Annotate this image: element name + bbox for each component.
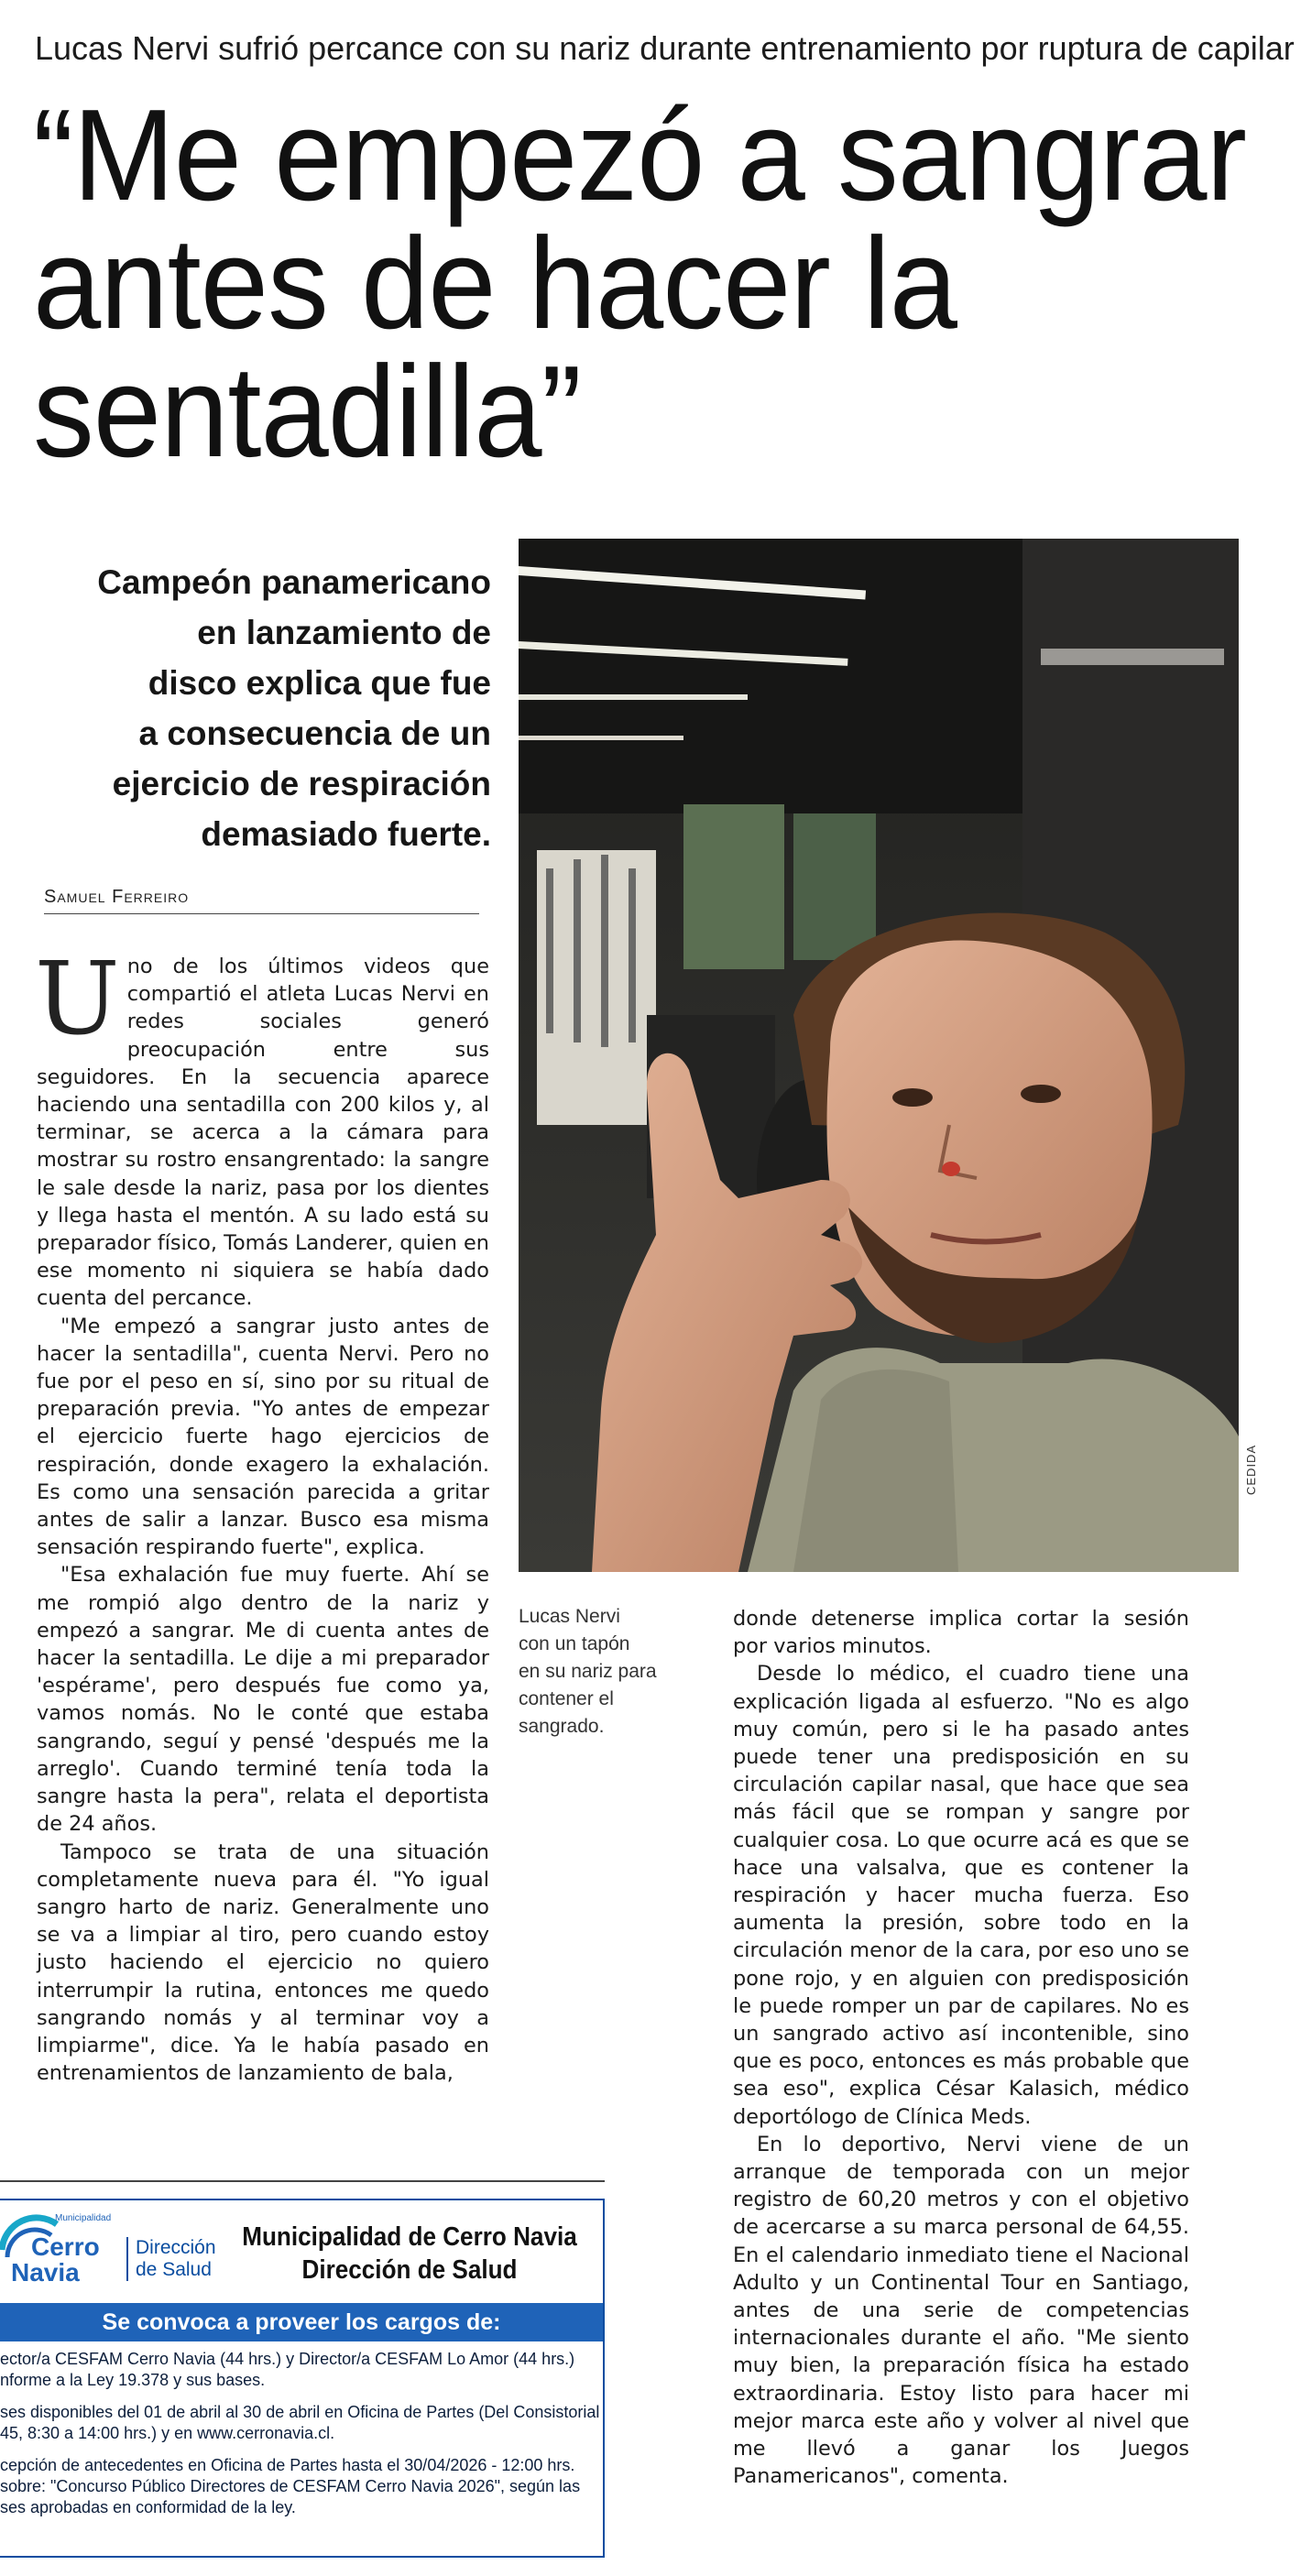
logo-navia-text: Navia: [11, 2258, 80, 2287]
article-photo: [519, 539, 1239, 1572]
body-paragraph: [35, 940, 489, 1313]
ad-title-line: Dirección de Salud: [301, 2255, 518, 2285]
body-column-right: [733, 1605, 1189, 2491]
article-deck: [37, 557, 491, 859]
paragraph-text: no de los últimos videos que compartió el atleta Lucas Nervi en redes sociales generó preocupación entre sus seguidores. En la secuencia aparece haciendo una sentadilla con 200 kilos y, al terminar, se acerca a la cámara para mostrar su rostro ensangrentado: la sangre le sale desde la nariz, pasa por los dientes y llega hasta el mentón. A su lado está su preparador físico, Tomás Landerer, quien en ese momento ni siquiera se había dado cuenta del percance.: [37, 955, 489, 1311]
ad-detail-line: ses aprobadas en conformidad de la ley.: [0, 2498, 296, 2516]
body-paragraph: "Esa exhalación fue muy fuerte. Ahí se me rompió algo dentro de la nariz y empezó a sangrar. Me di cuenta antes de hacer la sentadilla. Le dije a mi preparador 'espérame', pero después fue como ya, vamos nomás. No le conté que estaba sangrando, seguí y pensé 'después me la arreglo'. Cuando terminé tenía toda la sangre hasta la pera", relata el deportista de 24 años.: [37, 1563, 489, 1837]
ad-detail-line: cepción de antecedentes en Oficina de Partes hasta el 30/04/2026 - 12:00 hrs.: [0, 2456, 575, 2474]
municipal-advertisement: [0, 2199, 605, 2558]
body-paragraph: "Me empezó a sangrar justo antes de hacer la sentadilla", cuenta Nervi. Pero no fue por el peso en sí, sino por su ritual de preparación previa. "Yo antes de empezar el ejercicio fuerte hago ejercicios de respiración, donde exagero la exhalación. Es como una sensación parecida a gritar antes de salir a lanzar. Busco esa misma sensación respirando fuerte", explica.: [37, 1314, 489, 1560]
ad-detail-line: nforme a la Ley 19.378 y sus bases.: [0, 2371, 266, 2389]
photo-caption: [519, 1603, 702, 1741]
ad-details: [0, 2349, 600, 2518]
body-paragraph: Desde lo médico, el cuadro tiene una explicación ligada al esfuerzo. "No es algo muy común, pero si le ha pasado antes puede tener una predisposición en su circulación capilar nasal, que hace que sea más fácil que se rompan y sangre por cualquier cosa. Lo que ocurre acá es que se hace una valsalva, que es contener la respiración y hacer mucha fuerza. Eso aumenta la presión, sobre todo en la circulación menor de la cara, por eso uno se pone rojo, y en alguien con predisposición le puede romper un par de capilares. No es un sangrado activo así incontenible, sino que es poco, entonces es más probable que sea eso", explica César Kalasich, médico deportólogo de Clínica Meds.: [733, 1662, 1189, 2129]
ad-title-line: Municipalidad de Cerro Navia: [242, 2222, 577, 2252]
caption-line: contener el: [519, 1688, 614, 1709]
deck-line: demasiado fuerte.: [201, 815, 491, 853]
headline-line: antes de hacer la: [33, 211, 957, 356]
photo-credit: CEDIDA: [1244, 1444, 1258, 1495]
byline: Samuel Ferreiro: [44, 887, 479, 914]
ad-detail-line: sobre: "Concurso Público Directores de CESFAM Cerro Navia 2026", según las: [0, 2477, 581, 2495]
body-column-left: [35, 940, 489, 2087]
ad-detail-line: ector/a CESFAM Cerro Navia (44 hrs.) y Director/a CESFAM Lo Amor (44 hrs.): [0, 2350, 575, 2368]
body-paragraph: donde detenerse implica cortar la sesión por varios minutos.: [733, 1607, 1189, 1659]
ad-department: [126, 2237, 216, 2281]
deck-line: en lanzamiento de: [197, 614, 491, 651]
caption-line: Lucas Nervi: [519, 1606, 620, 1627]
ad-department-line: de Salud: [136, 2259, 212, 2280]
headline-line: “Me empezó a sangrar: [33, 82, 1247, 228]
ad-call-banner: Se convoca a proveer los cargos de:: [0, 2303, 603, 2341]
caption-line: en su nariz para: [519, 1661, 657, 1682]
cerro-navia-logo: [0, 2210, 117, 2287]
deck-line: ejercicio de respiración: [112, 765, 491, 802]
caption-line: con un tapón: [519, 1633, 630, 1654]
ad-title: [218, 2221, 601, 2287]
article-kicker: Lucas Nervi sufrió percance con su nariz durante entrenamiento por ruptura de capilar: [35, 29, 1295, 67]
ad-detail-line: ses disponibles del 01 de abril al 30 de abril en Oficina de Partes (Del Consistorial: [0, 2403, 600, 2421]
headline-line: sentadilla”: [33, 339, 582, 485]
deck-line: disco explica que fue: [148, 664, 491, 702]
ad-separator: [0, 2180, 605, 2182]
caption-line: sangrado.: [519, 1716, 605, 1737]
drop-cap: U: [35, 940, 120, 1057]
body-paragraph: Tampoco se trata de una situación completamente nueva para él. "Yo igual sangro harto de nariz. Generalmente uno se va a limpiar al tiro, pero cuando estoy justo haciendo el ejercicio no quiero interrumpir la rutina, entonces me quedo sangrando nomás y al terminar voy a limpiarme", dice. Ya le había pasado en entrenamientos de lanzamiento de bala,: [37, 1839, 489, 2086]
logo-cerro-text: Cerro: [31, 2232, 100, 2261]
body-paragraph: En lo deportivo, Nervi viene de un arranque de temporada con un mejor registro de 60,20 metros y con el objetivo de acercarse a su marca personal de 64,55. En el calendario inmediato tiene el Nacional Adulto y un Continental Tour en Santiago, antes de una serie de competencias internacionales durante el año. "Me siento muy bien, la preparación física ha estado extraordinaria. Estoy listo para hacer mi mejor marca este año y volver al nivel que me llevó a ganar los Juegos Panamericanos", comenta.: [733, 2132, 1189, 2489]
deck-line: a consecuencia de un: [138, 715, 491, 752]
deck-line: Campeón panamericano: [97, 563, 491, 601]
ad-detail-line: 45, 8:30 a 14:00 hrs.) y en www.cerronavia.cl.: [0, 2424, 335, 2442]
ad-department-line: Dirección: [136, 2237, 216, 2258]
headline: [33, 82, 1297, 485]
logo-small-text: Municipalidad: [55, 2213, 112, 2223]
gym-selfie-illustration: [519, 539, 1239, 1572]
